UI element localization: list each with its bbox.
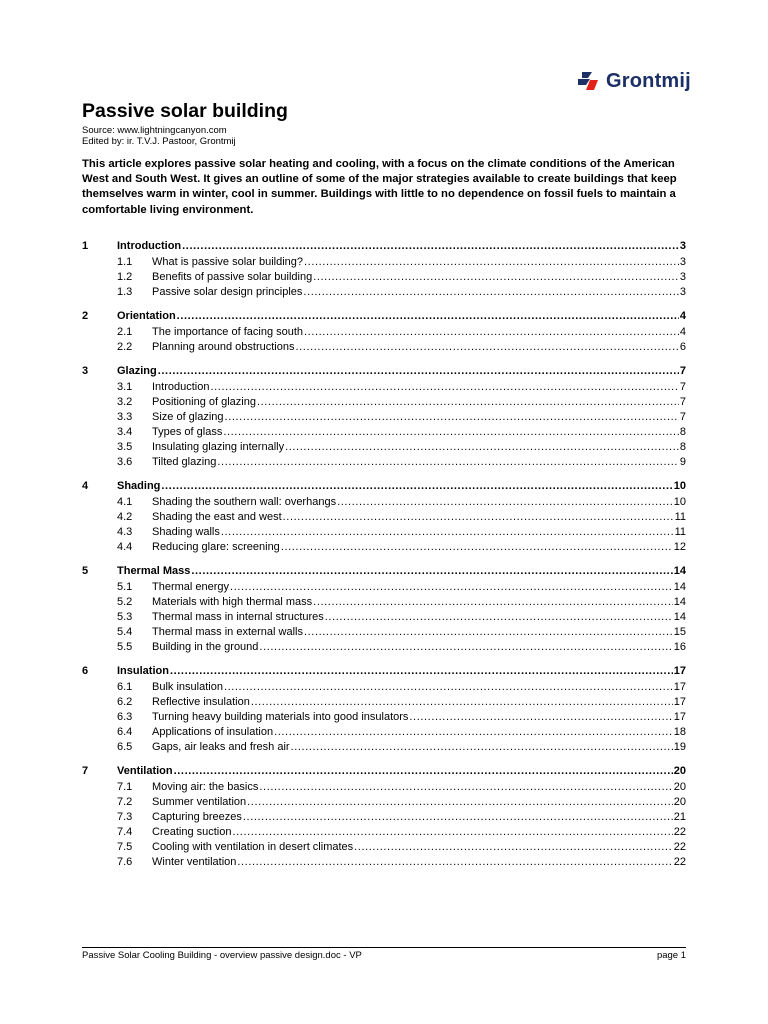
toc-entry-number: 5.4 xyxy=(117,626,133,638)
toc-section-entry[interactable] xyxy=(82,695,686,710)
toc-entry-number: 5.1 xyxy=(117,581,133,593)
toc-section-entry[interactable] xyxy=(82,595,686,610)
company-logo xyxy=(576,66,691,96)
toc-entry-page: 4 xyxy=(679,326,686,338)
toc-dot-leader xyxy=(174,763,673,779)
toc-section-entry[interactable] xyxy=(82,380,686,395)
toc-dot-leader xyxy=(243,810,673,825)
toc-entry-page: 8 xyxy=(679,426,686,438)
toc-entry-page: 3 xyxy=(679,271,686,283)
toc-dot-leader xyxy=(337,495,673,510)
toc-chapter-entry[interactable] xyxy=(82,363,686,379)
toc-chapter-block xyxy=(82,363,686,470)
toc-entry-title: Tilted glazing xyxy=(152,456,217,468)
toc-section-entry[interactable] xyxy=(82,725,686,740)
toc-entry-title: Thermal mass in internal structures xyxy=(152,611,324,623)
toc-entry-title: Orientation xyxy=(117,310,176,322)
toc-dot-leader xyxy=(304,255,679,270)
toc-entry-number: 7.4 xyxy=(117,826,133,838)
toc-entry-title: Creating suction xyxy=(152,826,232,838)
toc-entry-page: 7 xyxy=(679,381,686,393)
edited-by-line: Edited by: ir. T.V.J. Pastoor, Grontmij xyxy=(82,136,236,147)
toc-entry-number: 7.5 xyxy=(117,841,133,853)
toc-entry-title: Shading the southern wall: overhangs xyxy=(152,496,337,508)
toc-section-entry[interactable] xyxy=(82,395,686,410)
toc-dot-leader xyxy=(233,825,673,840)
toc-entry-page: 22 xyxy=(673,841,686,853)
toc-entry-title: Insulation xyxy=(117,665,169,677)
toc-dot-leader xyxy=(303,285,678,300)
toc-entry-number: 6.4 xyxy=(117,726,133,738)
toc-entry-title: Insulating glazing internally xyxy=(152,441,285,453)
toc-dot-leader xyxy=(237,855,672,870)
toc-entry-number: 1.1 xyxy=(117,256,133,268)
toc-entry-page: 12 xyxy=(673,541,686,553)
toc-dot-leader xyxy=(257,395,679,410)
toc-entry-page: 11 xyxy=(674,511,686,523)
toc-entry-number: 3.3 xyxy=(117,411,133,423)
toc-dot-leader xyxy=(158,363,679,379)
toc-dot-leader xyxy=(223,425,679,440)
toc-entry-title: Turning heavy building materials into good insulators xyxy=(152,711,409,723)
source-line: Source: www.lightningcanyon.com xyxy=(82,125,227,136)
toc-dot-leader xyxy=(217,455,678,470)
toc-entry-page: 14 xyxy=(673,581,686,593)
toc-entry-number: 6 xyxy=(82,665,89,677)
toc-dot-leader xyxy=(224,680,673,695)
toc-dot-leader xyxy=(281,540,673,555)
toc-entry-page: 20 xyxy=(673,796,686,808)
toc-entry-page: 18 xyxy=(673,726,686,738)
toc-dot-leader xyxy=(191,563,672,579)
toc-dot-leader xyxy=(259,780,672,795)
toc-entry-page: 15 xyxy=(673,626,686,638)
toc-entry-page: 11 xyxy=(674,526,686,538)
toc-chapter-entry[interactable] xyxy=(82,663,686,679)
toc-entry-number: 4.2 xyxy=(117,511,133,523)
toc-entry-number: 3.6 xyxy=(117,456,133,468)
toc-entry-title: Reducing glare: screening xyxy=(152,541,280,553)
toc-dot-leader xyxy=(182,238,679,254)
toc-chapter-entry[interactable] xyxy=(82,763,686,779)
toc-entry-title: Shading walls xyxy=(152,526,220,538)
toc-section-entry[interactable] xyxy=(82,710,686,725)
toc-entry-number: 1.3 xyxy=(117,286,133,298)
toc-entry-number: 2.2 xyxy=(117,341,133,353)
toc-entry-page: 6 xyxy=(679,341,686,353)
toc-dot-leader xyxy=(304,625,673,640)
toc-entry-number: 2.1 xyxy=(117,326,133,338)
table-of-contents xyxy=(82,238,686,878)
toc-entry-page: 22 xyxy=(673,826,686,838)
toc-section-entry[interactable] xyxy=(82,425,686,440)
toc-section-entry[interactable] xyxy=(82,325,686,340)
toc-entry-page: 19 xyxy=(673,741,686,753)
toc-section-entry[interactable] xyxy=(82,840,686,855)
toc-section-entry[interactable] xyxy=(82,610,686,625)
toc-dot-leader xyxy=(354,840,673,855)
toc-entry-title: Thermal energy xyxy=(152,581,230,593)
toc-entry-title: Materials with high thermal mass xyxy=(152,596,313,608)
toc-dot-leader xyxy=(313,270,679,285)
toc-entry-number: 4 xyxy=(82,480,89,492)
toc-entry-page: 4 xyxy=(679,310,686,322)
toc-entry-title: Reflective insulation xyxy=(152,696,250,708)
toc-entry-page: 22 xyxy=(673,856,686,868)
toc-dot-leader xyxy=(285,440,679,455)
toc-chapter-block xyxy=(82,308,686,355)
toc-entry-number: 6.2 xyxy=(117,696,133,708)
toc-entry-title: Positioning of glazing xyxy=(152,396,256,408)
toc-entry-title: Winter ventilation xyxy=(152,856,237,868)
toc-dot-leader xyxy=(274,725,673,740)
toc-entry-number: 3.2 xyxy=(117,396,133,408)
toc-section-entry[interactable] xyxy=(82,825,686,840)
toc-entry-number: 4.4 xyxy=(117,541,133,553)
toc-entry-page: 16 xyxy=(673,641,686,653)
toc-entry-title: Applications of insulation xyxy=(152,726,274,738)
toc-entry-number: 7.3 xyxy=(117,811,133,823)
toc-entry-page: 17 xyxy=(673,681,686,693)
page-footer xyxy=(82,950,686,961)
toc-entry-number: 5 xyxy=(82,565,89,577)
toc-entry-page: 3 xyxy=(679,286,686,298)
footer-page-number: page 1 xyxy=(656,950,686,961)
toc-entry-number: 1.2 xyxy=(117,271,133,283)
toc-entry-title: Planning around obstructions xyxy=(152,341,295,353)
toc-entry-page: 20 xyxy=(673,781,686,793)
toc-entry-title: Passive solar design principles xyxy=(152,286,303,298)
toc-dot-leader xyxy=(247,795,673,810)
document-title: Passive solar building xyxy=(82,100,288,122)
toc-entry-number: 2 xyxy=(82,310,89,322)
grontmij-logo-icon xyxy=(576,68,602,94)
toc-entry-page: 20 xyxy=(673,765,686,777)
toc-entry-number: 5.5 xyxy=(117,641,133,653)
toc-section-entry[interactable] xyxy=(82,255,686,270)
toc-chapter-block xyxy=(82,763,686,870)
toc-section-entry[interactable] xyxy=(82,580,686,595)
toc-entry-page: 17 xyxy=(673,665,686,677)
toc-section-entry[interactable] xyxy=(82,810,686,825)
toc-entry-page: 14 xyxy=(673,611,686,623)
toc-chapter-entry[interactable] xyxy=(82,563,686,579)
toc-section-entry[interactable] xyxy=(82,540,686,555)
toc-entry-title: Size of glazing xyxy=(152,411,224,423)
toc-dot-leader xyxy=(295,340,678,355)
toc-entry-title: Capturing breezes xyxy=(152,811,242,823)
toc-entry-number: 5.2 xyxy=(117,596,133,608)
toc-entry-page: 10 xyxy=(673,496,686,508)
toc-dot-leader xyxy=(409,710,672,725)
toc-entry-title: Shading xyxy=(117,480,161,492)
toc-entry-number: 3.4 xyxy=(117,426,133,438)
toc-entry-title: Glazing xyxy=(117,365,157,377)
toc-dot-leader xyxy=(259,640,672,655)
toc-entry-number: 7.2 xyxy=(117,796,133,808)
toc-section-entry[interactable] xyxy=(82,455,686,470)
toc-entry-title: What is passive solar building? xyxy=(152,256,304,268)
toc-section-entry[interactable] xyxy=(82,795,686,810)
toc-dot-leader xyxy=(251,695,673,710)
toc-dot-leader xyxy=(304,325,679,340)
toc-chapter-entry[interactable] xyxy=(82,478,686,494)
toc-dot-leader xyxy=(177,308,679,324)
toc-chapter-entry[interactable] xyxy=(82,238,686,254)
toc-section-entry[interactable] xyxy=(82,855,686,870)
toc-dot-leader xyxy=(283,510,674,525)
toc-entry-title: Benefits of passive solar building xyxy=(152,271,313,283)
toc-entry-title: Types of glass xyxy=(152,426,223,438)
footer-divider xyxy=(82,947,686,948)
toc-entry-title: Summer ventilation xyxy=(152,796,247,808)
toc-entry-title: Shading the east and west xyxy=(152,511,282,523)
toc-entry-number: 3.5 xyxy=(117,441,133,453)
toc-entry-page: 9 xyxy=(679,456,686,468)
toc-chapter-entry[interactable] xyxy=(82,308,686,324)
toc-section-entry[interactable] xyxy=(82,285,686,300)
toc-chapter-block xyxy=(82,563,686,655)
toc-entry-number: 7.1 xyxy=(117,781,133,793)
toc-entry-title: Moving air: the basics xyxy=(152,781,259,793)
footer-document-name: Passive Solar Cooling Building - overview passive design.doc - VP xyxy=(82,950,362,961)
toc-entry-page: 8 xyxy=(679,441,686,453)
toc-entry-number: 1 xyxy=(82,240,89,252)
toc-dot-leader xyxy=(161,478,672,494)
toc-entry-number: 7 xyxy=(82,765,89,777)
toc-section-entry[interactable] xyxy=(82,680,686,695)
toc-chapter-block xyxy=(82,478,686,555)
toc-entry-number: 5.3 xyxy=(117,611,133,623)
abstract-paragraph: This article explores passive solar heating and cooling, with a focus on the climate conditions of the American West and South West. It gives an outline of some of the major strategies available to create buildings that keep themselves warm in winter, cool in summer. Buildings with little to no dependence on fossil fuels to maintain a comfortable living environment. xyxy=(82,158,677,216)
toc-section-entry[interactable] xyxy=(82,625,686,640)
toc-dot-leader xyxy=(210,380,678,395)
toc-entry-title: Building in the ground xyxy=(152,641,259,653)
toc-entry-page: 7 xyxy=(679,411,686,423)
toc-entry-title: Thermal mass in external walls xyxy=(152,626,303,638)
toc-section-entry[interactable] xyxy=(82,340,686,355)
toc-entry-title: Ventilation xyxy=(117,765,173,777)
toc-section-entry[interactable] xyxy=(82,270,686,285)
toc-dot-leader xyxy=(170,663,673,679)
toc-section-entry[interactable] xyxy=(82,740,686,755)
toc-entry-title: The importance of facing south xyxy=(152,326,304,338)
toc-section-entry[interactable] xyxy=(82,640,686,655)
toc-entry-number: 6.1 xyxy=(117,681,133,693)
toc-entry-page: 17 xyxy=(673,711,686,723)
toc-entry-title: Gaps, air leaks and fresh air xyxy=(152,741,290,753)
toc-section-entry[interactable] xyxy=(82,495,686,510)
toc-entry-number: 6.5 xyxy=(117,741,133,753)
toc-chapter-block xyxy=(82,663,686,755)
toc-entry-number: 3.1 xyxy=(117,381,133,393)
toc-entry-number: 7.6 xyxy=(117,856,133,868)
toc-entry-title: Introduction xyxy=(117,240,182,252)
toc-dot-leader xyxy=(230,580,673,595)
toc-dot-leader xyxy=(225,410,679,425)
toc-entry-page: 7 xyxy=(679,396,686,408)
toc-entry-page: 14 xyxy=(673,596,686,608)
toc-section-entry[interactable] xyxy=(82,510,686,525)
toc-dot-leader xyxy=(313,595,673,610)
toc-entry-title: Introduction xyxy=(152,381,210,393)
toc-entry-page: 7 xyxy=(679,365,686,377)
toc-entry-page: 3 xyxy=(679,240,686,252)
toc-entry-title: Thermal Mass xyxy=(117,565,191,577)
toc-section-entry[interactable] xyxy=(82,780,686,795)
toc-dot-leader xyxy=(325,610,673,625)
toc-dot-leader xyxy=(291,740,673,755)
toc-entry-page: 10 xyxy=(673,480,686,492)
logo-text: Grontmij xyxy=(606,69,691,92)
toc-section-entry[interactable] xyxy=(82,410,686,425)
toc-entry-page: 3 xyxy=(679,256,686,268)
toc-entry-page: 14 xyxy=(673,565,686,577)
toc-entry-title: Bulk insulation xyxy=(152,681,223,693)
toc-entry-number: 4.3 xyxy=(117,526,133,538)
toc-section-entry[interactable] xyxy=(82,440,686,455)
toc-entry-page: 17 xyxy=(673,696,686,708)
toc-entry-number: 6.3 xyxy=(117,711,133,723)
toc-entry-title: Cooling with ventilation in desert climates xyxy=(152,841,354,853)
toc-chapter-block xyxy=(82,238,686,300)
toc-entry-page: 21 xyxy=(673,811,686,823)
toc-section-entry[interactable] xyxy=(82,525,686,540)
toc-entry-number: 3 xyxy=(82,365,89,377)
toc-entry-number: 4.1 xyxy=(117,496,133,508)
toc-dot-leader xyxy=(221,525,674,540)
